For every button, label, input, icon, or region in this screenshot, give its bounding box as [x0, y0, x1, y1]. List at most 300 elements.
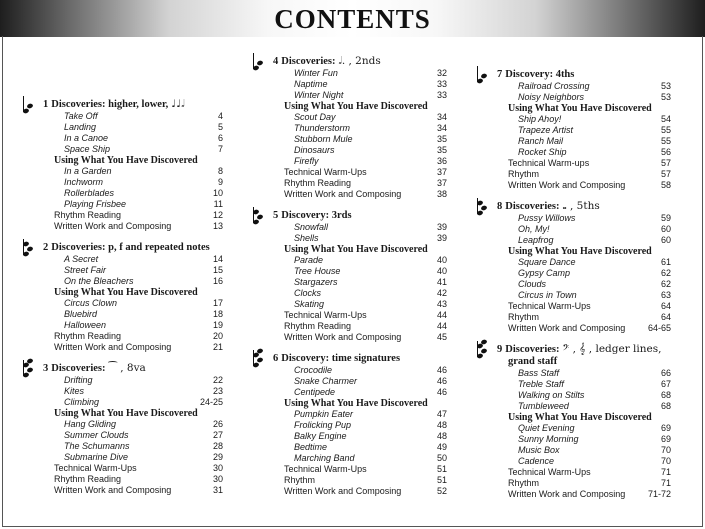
entry-page-number: 64	[660, 312, 671, 322]
toc-entry	[43, 188, 223, 199]
toc-entry	[497, 257, 671, 268]
entry-page-number: 23	[212, 386, 223, 396]
entry-page-number: 62	[660, 279, 671, 289]
entry-title: Leapfrog	[518, 235, 554, 245]
toc-entry	[273, 90, 447, 101]
entry-page-number: 68	[660, 401, 671, 411]
toc-entry	[497, 301, 671, 312]
toc-entry	[497, 323, 671, 334]
toc-entry	[273, 112, 447, 123]
entry-page-number: 51	[436, 475, 447, 485]
entry-title: Hang Gliding	[64, 419, 117, 429]
toc-entry	[273, 145, 447, 156]
entry-page-number: 17	[212, 298, 223, 308]
entry-title: Written Work and Composing	[508, 489, 626, 499]
entry-page-number: 68	[660, 390, 671, 400]
entry-title: Ship Ahoy!	[518, 114, 562, 124]
entry-page-number: 53	[660, 81, 671, 91]
entry-title: Dinosaurs	[294, 145, 335, 155]
entry-title: Rhythm	[508, 169, 540, 179]
toc-entry	[497, 147, 671, 158]
section-heading	[273, 352, 447, 365]
entry-page-number: 46	[436, 387, 447, 397]
entry-page-number: 8	[217, 166, 223, 176]
entry-page-number: 47	[436, 409, 447, 419]
entry-page-number: 34	[436, 123, 447, 133]
entry-page-number: 35	[436, 145, 447, 155]
toc-entry	[43, 430, 223, 441]
music-note-icon	[246, 205, 270, 227]
entry-page-number: 71-72	[647, 489, 671, 499]
entry-title: Technical Warm-ups	[508, 158, 590, 168]
toc-entry	[43, 166, 223, 177]
entry-title: Written Work and Composing	[284, 332, 402, 342]
toc-entry	[43, 309, 223, 320]
entry-title: Inchworm	[64, 177, 104, 187]
entry-title: Bass Staff	[518, 368, 560, 378]
entry-title: Tumbleweed	[518, 401, 569, 411]
entry-title: Frolicking Pup	[294, 420, 352, 430]
entry-page-number: 48	[436, 420, 447, 430]
entry-title: On the Bleachers	[64, 276, 134, 286]
toc-entry	[497, 445, 671, 456]
toc-entry	[273, 68, 447, 79]
entry-title: Space Ship	[64, 144, 111, 154]
toc-entry	[497, 224, 671, 235]
entry-title: Drifting	[64, 375, 93, 385]
entry-title: The Schumanns	[64, 441, 130, 451]
toc-entry	[497, 180, 671, 191]
entry-page-number: 51	[436, 464, 447, 474]
entry-page-number: 19	[212, 320, 223, 330]
entry-title: Naptime	[294, 79, 328, 89]
toc-entry	[43, 463, 223, 474]
toc-entry	[273, 79, 447, 90]
entry-page-number: 57	[660, 158, 671, 168]
toc-entry	[273, 167, 447, 178]
toc-entry	[43, 276, 223, 287]
section-number: 9	[497, 344, 503, 355]
entry-title: Climbing	[64, 397, 100, 407]
music-note-icon	[16, 237, 40, 259]
entry-page-number: 16	[212, 276, 223, 286]
entry-page-number: 22	[212, 375, 223, 385]
entry-title: Firefly	[294, 156, 319, 166]
entry-title: Oh, My!	[518, 224, 550, 234]
toc-entry	[43, 298, 223, 309]
entry-page-number: 14	[212, 254, 223, 264]
entry-page-number: 46	[436, 376, 447, 386]
entry-title: Street Fair	[64, 265, 107, 275]
music-note-icon	[470, 339, 494, 361]
toc-entry	[273, 255, 447, 266]
entry-title: Railroad Crossing	[518, 81, 590, 91]
section-heading	[273, 55, 447, 68]
entry-title: Rhythm Reading	[54, 210, 122, 220]
toc-entry	[43, 144, 223, 155]
entry-title: Clouds	[518, 279, 547, 289]
entry-page-number: 69	[660, 423, 671, 433]
entry-page-number: 53	[660, 92, 671, 102]
entry-page-number: 46	[436, 365, 447, 375]
entry-page-number: 33	[436, 79, 447, 89]
toc-section	[497, 68, 671, 191]
section-number: 6	[273, 353, 279, 364]
entry-page-number: 43	[436, 299, 447, 309]
toc-entry	[273, 178, 447, 189]
subsection-heading: Using What You Have Discovered	[508, 412, 652, 423]
toc-entry	[273, 486, 447, 497]
entry-title: Written Work and Composing	[54, 342, 172, 352]
entry-page-number: 44	[436, 321, 447, 331]
section-heading	[497, 200, 671, 213]
entry-title: Pumpkin Eater	[294, 409, 354, 419]
entry-title: Take Off	[64, 111, 98, 121]
subsection-heading: Using What You Have Discovered	[54, 408, 198, 419]
toc-entry	[497, 114, 671, 125]
entry-title: Circus in Town	[518, 290, 577, 300]
entry-title: A Secret	[64, 254, 99, 264]
entry-page-number: 40	[436, 266, 447, 276]
entry-title: Landing	[64, 122, 97, 132]
entry-title: Quiet Evening	[518, 423, 575, 433]
subsection-heading: Using What You Have Discovered	[508, 103, 652, 114]
entry-page-number: 42	[436, 288, 447, 298]
entry-page-number: 27	[212, 430, 223, 440]
toc-entry	[497, 290, 671, 301]
subsection-heading: Using What You Have Discovered	[284, 398, 428, 409]
entry-title: In a Canoe	[64, 133, 109, 143]
entry-title: Written Work and Composing	[54, 485, 172, 495]
toc-entry	[497, 478, 671, 489]
entry-page-number: 54	[660, 114, 671, 124]
entry-title: Summer Clouds	[64, 430, 129, 440]
entry-title: Thunderstorm	[294, 123, 351, 133]
toc-entry	[497, 368, 671, 379]
entry-title: Technical Warm-Ups	[508, 301, 591, 311]
toc-entry	[273, 409, 447, 420]
toc-entry	[43, 320, 223, 331]
toc-entry	[273, 431, 447, 442]
section-number: 4	[273, 56, 279, 67]
toc-entry	[273, 376, 447, 387]
entry-title: Rocket Ship	[518, 147, 567, 157]
entry-page-number: 60	[660, 235, 671, 245]
toc-section	[43, 98, 223, 232]
section-title: Discoveries:	[51, 363, 106, 374]
entry-page-number: 32	[436, 68, 447, 78]
entry-title: Circus Clown	[64, 298, 118, 308]
section-music-symbols: 𝅝 , 5ths	[562, 200, 600, 212]
entry-title: Centipede	[294, 387, 336, 397]
entry-page-number: 7	[217, 144, 223, 154]
entry-title: Kites	[64, 386, 85, 396]
toc-entry	[497, 467, 671, 478]
toc-entry	[497, 81, 671, 92]
page-title: CONTENTS	[274, 4, 431, 34]
entry-title: Technical Warm-Ups	[284, 167, 367, 177]
section-number: 2	[43, 242, 49, 253]
entry-title: Technical Warm-Ups	[284, 310, 367, 320]
entry-page-number: 61	[660, 257, 671, 267]
toc-entry	[43, 254, 223, 265]
toc-entry	[497, 213, 671, 224]
entry-page-number: 35	[436, 134, 447, 144]
entry-title: In a Garden	[64, 166, 112, 176]
toc-entry	[273, 442, 447, 453]
entry-page-number: 50	[436, 453, 447, 463]
entry-title: Written Work and Composing	[54, 221, 172, 231]
subsection-heading: Using What You Have Discovered	[54, 287, 198, 298]
toc-section	[273, 352, 447, 497]
entry-title: Skating	[294, 299, 325, 309]
toc-entry	[497, 312, 671, 323]
toc-entry	[497, 136, 671, 147]
section-title: Discoveries:	[281, 56, 336, 67]
section-music-symbols: ⁀ , 8va	[108, 362, 146, 374]
entry-page-number: 33	[436, 90, 447, 100]
section-music-symbols: 𝅗𝅥. , 2nds	[338, 55, 381, 67]
toc-entry	[497, 268, 671, 279]
toc-entry	[43, 221, 223, 232]
toc-entry	[273, 321, 447, 332]
toc-entry	[273, 420, 447, 431]
entry-page-number: 15	[212, 265, 223, 275]
entry-page-number: 31	[212, 485, 223, 495]
toc-entry	[43, 386, 223, 397]
subsection-heading: Using What You Have Discovered	[508, 246, 652, 257]
entry-page-number: 58	[660, 180, 671, 190]
entry-page-number: 9	[217, 177, 223, 187]
entry-title: Technical Warm-Ups	[284, 464, 367, 474]
toc-section	[497, 200, 671, 334]
toc-entry	[273, 233, 447, 244]
toc-entry	[273, 288, 447, 299]
toc-entry	[497, 489, 671, 500]
entry-title: Rhythm Reading	[284, 321, 352, 331]
entry-page-number: 37	[436, 178, 447, 188]
entry-page-number: 49	[436, 442, 447, 452]
entry-page-number: 28	[212, 441, 223, 451]
entry-page-number: 44	[436, 310, 447, 320]
entry-page-number: 5	[217, 122, 223, 132]
entry-title: Rhythm Reading	[54, 474, 122, 484]
entry-title: Gypsy Camp	[518, 268, 571, 278]
toc-entry	[273, 266, 447, 277]
section-number: 8	[497, 201, 503, 212]
entry-title: Ranch Mail	[518, 136, 564, 146]
entry-title: Square Dance	[518, 257, 576, 267]
section-number: 5	[273, 210, 279, 221]
music-note-icon	[16, 358, 40, 380]
entry-title: Cadence	[518, 456, 555, 466]
toc-entry	[43, 375, 223, 386]
music-note-icon	[246, 348, 270, 370]
entry-page-number: 71	[660, 478, 671, 488]
entry-page-number: 24-25	[199, 397, 223, 407]
entry-page-number: 59	[660, 213, 671, 223]
entry-page-number: 55	[660, 125, 671, 135]
entry-title: Treble Staff	[518, 379, 564, 389]
entry-page-number: 67	[660, 379, 671, 389]
section-title-continued: grand staff	[508, 356, 558, 367]
section-heading	[43, 362, 223, 375]
section-music-symbols: 𝄢 , 𝄞 , ledger lines,	[562, 343, 662, 355]
music-note-icon	[16, 94, 40, 116]
entry-page-number: 13	[212, 221, 223, 231]
section-heading	[497, 343, 671, 356]
entry-title: Snake Charmer	[294, 376, 358, 386]
entry-title: Bluebird	[64, 309, 98, 319]
entry-page-number: 70	[660, 456, 671, 466]
entry-title: Snowfall	[294, 222, 329, 232]
toc-section	[273, 209, 447, 343]
entry-page-number: 38	[436, 189, 447, 199]
toc-entry	[497, 92, 671, 103]
entry-title: Music Box	[518, 445, 560, 455]
entry-page-number: 10	[212, 188, 223, 198]
toc-section	[273, 55, 447, 200]
entry-page-number: 18	[212, 309, 223, 319]
entry-title: Rhythm	[508, 478, 540, 488]
music-note-icon	[470, 196, 494, 218]
entry-title: Walking on Stilts	[518, 390, 585, 400]
entry-page-number: 63	[660, 290, 671, 300]
entry-title: Stubborn Mule	[294, 134, 353, 144]
entry-page-number: 4	[217, 111, 223, 121]
entry-title: Rhythm Reading	[284, 178, 352, 188]
toc-entry	[273, 310, 447, 321]
toc-entry	[497, 235, 671, 246]
toc-entry	[273, 365, 447, 376]
entry-page-number: 29	[212, 452, 223, 462]
entry-title: Winter Night	[294, 90, 344, 100]
entry-page-number: 52	[436, 486, 447, 496]
entry-page-number: 57	[660, 169, 671, 179]
toc-entry	[273, 453, 447, 464]
entry-title: Halloween	[64, 320, 107, 330]
entry-page-number: 45	[436, 332, 447, 342]
entry-page-number: 40	[436, 255, 447, 265]
entry-title: Noisy Neighbors	[518, 92, 585, 102]
entry-page-number: 37	[436, 167, 447, 177]
entry-title: Scout Day	[294, 112, 336, 122]
toc-entry	[273, 123, 447, 134]
entry-title: Rollerblades	[64, 188, 115, 198]
entry-title: Tree House	[294, 266, 341, 276]
entry-page-number: 34	[436, 112, 447, 122]
entry-title: Pussy Willows	[518, 213, 576, 223]
section-heading	[43, 98, 223, 111]
toc-entry	[273, 189, 447, 200]
toc-entry	[43, 485, 223, 496]
section-heading	[497, 68, 671, 81]
toc-entry	[497, 169, 671, 180]
toc-entry	[43, 452, 223, 463]
entry-page-number: 21	[212, 342, 223, 352]
entry-page-number: 64	[660, 301, 671, 311]
entry-title: Winter Fun	[294, 68, 338, 78]
music-note-icon	[470, 64, 494, 86]
entry-page-number: 39	[436, 233, 447, 243]
toc-entry	[497, 390, 671, 401]
subsection-heading: Using What You Have Discovered	[284, 101, 428, 112]
subsection-heading: Using What You Have Discovered	[284, 244, 428, 255]
toc-entry	[273, 387, 447, 398]
toc-entry	[43, 177, 223, 188]
entry-title: Parade	[294, 255, 324, 265]
toc-entry	[497, 158, 671, 169]
entry-page-number: 30	[212, 474, 223, 484]
entry-page-number: 70	[660, 445, 671, 455]
entry-title: Written Work and Composing	[508, 180, 626, 190]
toc-entry	[43, 265, 223, 276]
entry-page-number: 11	[213, 199, 223, 209]
toc-entry	[497, 434, 671, 445]
entry-title: Written Work and Composing	[508, 323, 626, 333]
toc-entry	[497, 125, 671, 136]
entry-page-number: 30	[212, 463, 223, 473]
entry-title: Shells	[294, 233, 319, 243]
toc-entry	[43, 133, 223, 144]
entry-page-number: 6	[217, 133, 223, 143]
toc-section	[497, 343, 671, 500]
entry-title: Trapeze Artist	[518, 125, 574, 135]
entry-page-number: 36	[436, 156, 447, 166]
entry-page-number: 12	[212, 210, 223, 220]
section-music-symbols: ♩♩𝅗𝅥	[171, 98, 185, 110]
toc-entry	[273, 277, 447, 288]
toc-entry	[43, 474, 223, 485]
entry-title: Balky Engine	[294, 431, 347, 441]
entry-page-number: 66	[660, 368, 671, 378]
entry-page-number: 26	[212, 419, 223, 429]
entry-title: Technical Warm-Ups	[54, 463, 137, 473]
toc-entry	[273, 222, 447, 233]
section-title: Discoveries: p, f and repeated notes	[51, 242, 210, 253]
entry-page-number: 64-65	[647, 323, 671, 333]
section-number: 3	[43, 363, 49, 374]
entry-title: Technical Warm-Ups	[508, 467, 591, 477]
toc-entry	[497, 401, 671, 412]
entry-title: Playing Frisbee	[64, 199, 127, 209]
entry-page-number: 48	[436, 431, 447, 441]
entry-title: Clocks	[294, 288, 322, 298]
entry-page-number: 39	[436, 222, 447, 232]
entry-title: Rhythm	[284, 475, 316, 485]
toc-entry	[43, 111, 223, 122]
toc-entry	[273, 475, 447, 486]
entry-page-number: 20	[212, 331, 223, 341]
subsection-heading: Using What You Have Discovered	[54, 155, 198, 166]
entry-page-number: 62	[660, 268, 671, 278]
toc-entry	[43, 331, 223, 342]
toc-entry	[497, 279, 671, 290]
section-title: Discovery: time signatures	[281, 353, 401, 364]
toc-section	[43, 241, 223, 353]
entry-title: Rhythm	[508, 312, 540, 322]
toc-entry	[497, 379, 671, 390]
entry-title: Stargazers	[294, 277, 338, 287]
toc-entry	[497, 423, 671, 434]
toc-entry	[43, 419, 223, 430]
toc-entry	[273, 332, 447, 343]
entry-title: Bedtime	[294, 442, 328, 452]
entry-page-number: 60	[660, 224, 671, 234]
entry-title: Submarine Dive	[64, 452, 129, 462]
toc-entry	[273, 134, 447, 145]
entry-title: Marching Band	[294, 453, 355, 463]
